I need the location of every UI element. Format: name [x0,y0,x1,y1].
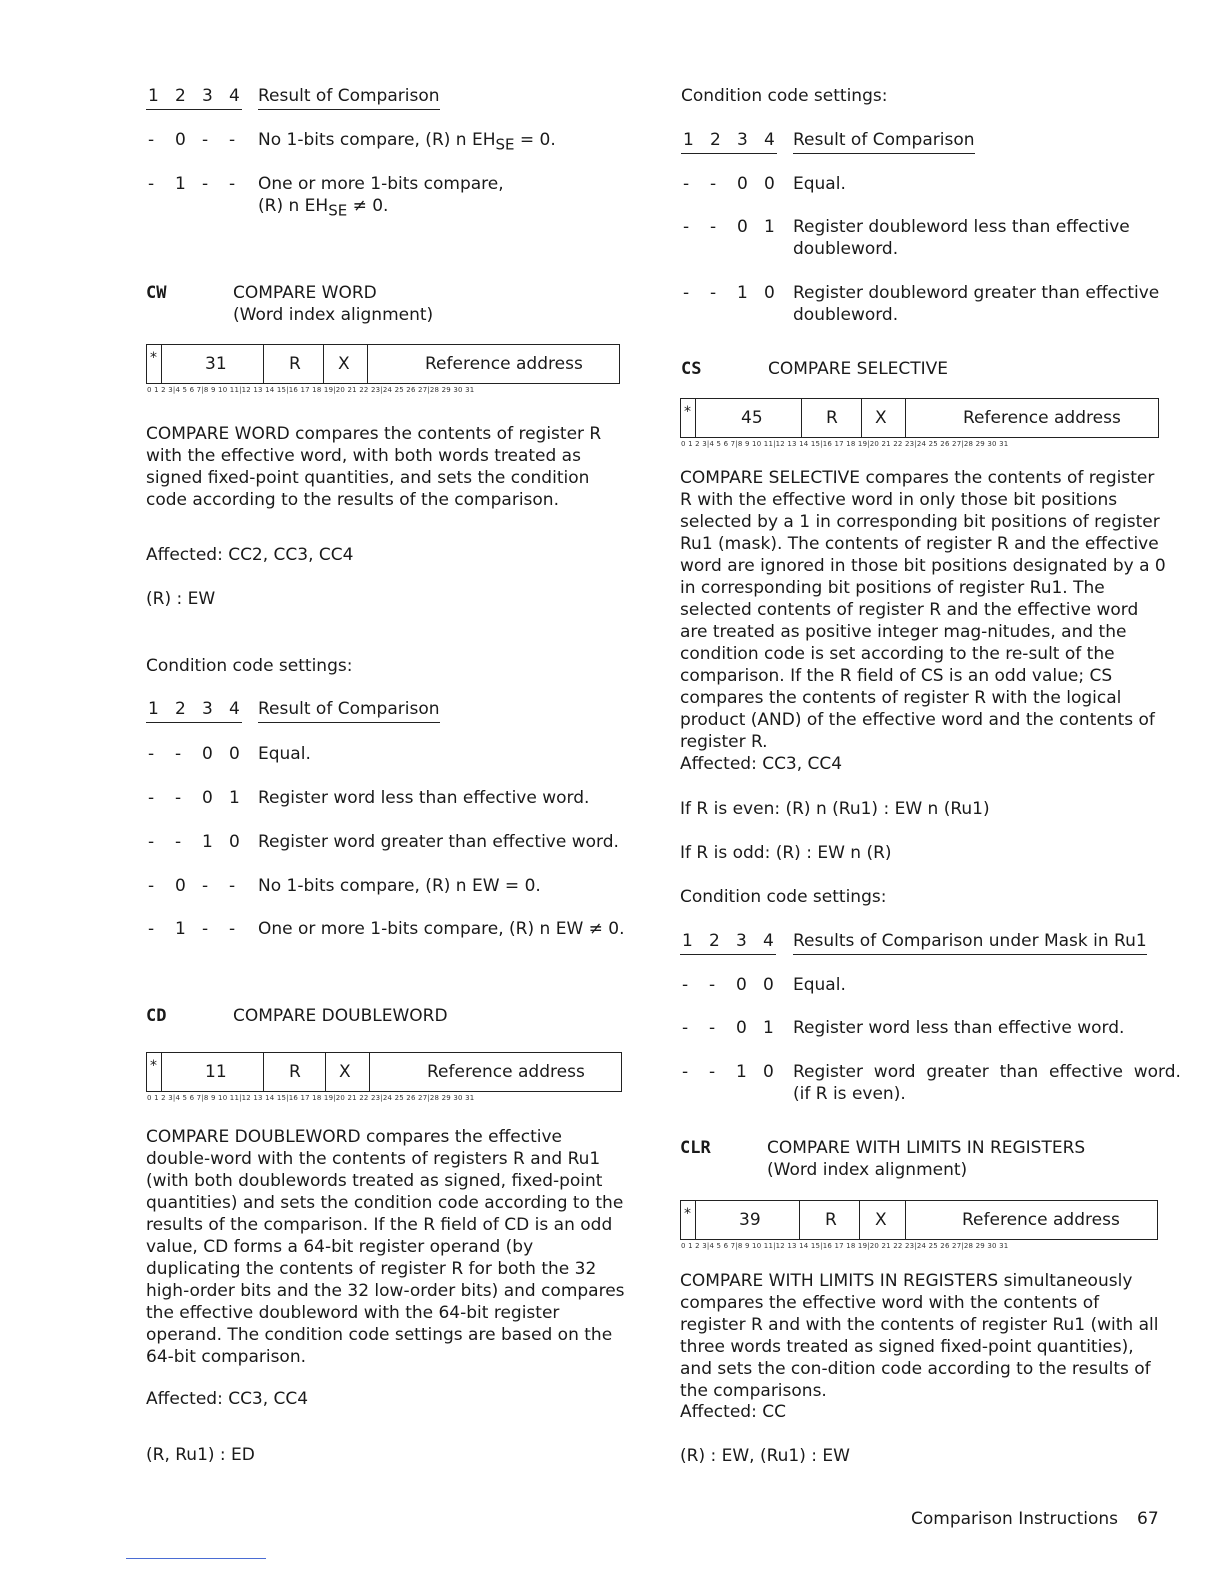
clr-mnemonic: CLR [680,1138,711,1158]
clr-expression: (R) : EW, (Ru1) : EW [680,1446,850,1466]
cs-even-expression: If R is even: (R) n (Ru1) : EW n (Ru1) [680,799,990,819]
cs-instruction-format: * 45 R X Reference address [680,398,1159,438]
cs-title: COMPARE SELECTIVE [768,359,949,379]
cs-affected: Affected: CC3, CC4 [680,754,843,774]
cw-cc-label: Condition code settings: [146,656,353,676]
cd-instruction-format: * 11 R X Reference address [146,1052,622,1092]
cw-bit-numbers: 0 1 2 3|4 5 6 7|8 9 10 11|12 13 14 15|16 17 18 19|20 21 22 23|24 25 26 27|28 29 30 31 [147,386,475,394]
cw-affected: Affected: CC2, CC3, CC4 [146,545,354,565]
cs-mnemonic: CS [681,359,702,379]
page-number: 67 [1137,1509,1159,1529]
cd-title: COMPARE DOUBLEWORD [233,1006,448,1026]
right-cc-label: Condition code settings: [681,86,888,106]
table1-header-label: Result of Comparison [258,86,440,110]
cs-description: COMPARE SELECTIVE compares the contents of register R with the effective word in only those bit positions selected by a 1 in corresponding bit positions of register Ru1 (mask). The contents of register R and the effective word are ignored in those bit positions designated by a 0 in corresponding bit positions of register Ru1. The selected contents of register R and the effective word are treated as positive integer mag-nitudes, and the condition code is set according to the re-sult of the comparison. If the R field of CS is an odd value; CS compares the contents of register R with the logical product (AND) of the effective word and the contents of register R. [680,468,1166,752]
cw-title: COMPARE WORD [233,283,377,303]
cd-affected: Affected: CC3, CC4 [146,1389,309,1409]
footer-section-title: Comparison Instructions [911,1509,1119,1529]
clr-subtitle: (Word index alignment) [767,1160,968,1180]
bottom-rule [126,1558,266,1559]
cd-bit-numbers: 0 1 2 3|4 5 6 7|8 9 10 11|12 13 14 15|16 17 18 19|20 21 22 23|24 25 26 27|28 29 30 31 [147,1094,475,1102]
clr-affected: Affected: CC [680,1402,786,1422]
cd-description: COMPARE DOUBLEWORD compares the effective double-word with the contents of registers R and Ru1 (with both doublewords treated as signed, fixed-point quantities) and sets the condition code according to the results of the comparison. If the R field of CD is an odd value, CD forms a 64-bit register operand (by duplicating the contents of register R for both the 32 high-order bits and the 32 low-order bits) and compares the effective doubleword with the 64-bit register operand. The condition code settings are based on the 64-bit comparison. [146,1127,625,1367]
cw-expression: (R) : EW [146,589,216,609]
cw-instruction-format: * 31 R X Reference address [146,344,620,384]
cw-description: COMPARE WORD compares the contents of register R with the effective word, with both words treated as signed fixed-point quantities, and sets the condition code according to the results of the comparison. [146,424,602,510]
cw-subtitle: (Word index alignment) [233,305,434,325]
clr-title: COMPARE WITH LIMITS IN REGISTERS [767,1138,1086,1158]
cd-expression: (R, Ru1) : ED [146,1445,255,1465]
cs-cc-label: Condition code settings: [680,887,887,907]
cs-bit-numbers: 0 1 2 3|4 5 6 7|8 9 10 11|12 13 14 15|16 17 18 19|20 21 22 23|24 25 26 27|28 29 30 31 [681,440,1009,448]
cd-mnemonic: CD [146,1006,167,1026]
clr-description: COMPARE WITH LIMITS IN REGISTERS simultaneously compares the effective word with the contents of register R and with the contents of register Ru1 (with all three words treated as signed fixed-point quantities), and sets the con-dition code according to the results of the comparisons. [680,1271,1159,1401]
cw-mnemonic: CW [146,283,167,303]
cs-odd-expression: If R is odd: (R) : EW n (R) [680,843,892,863]
clr-bit-numbers: 0 1 2 3|4 5 6 7|8 9 10 11|12 13 14 15|16 17 18 19|20 21 22 23|24 25 26 27|28 29 30 31 [681,1242,1009,1250]
clr-instruction-format: * 39 R X Reference address [680,1200,1158,1240]
